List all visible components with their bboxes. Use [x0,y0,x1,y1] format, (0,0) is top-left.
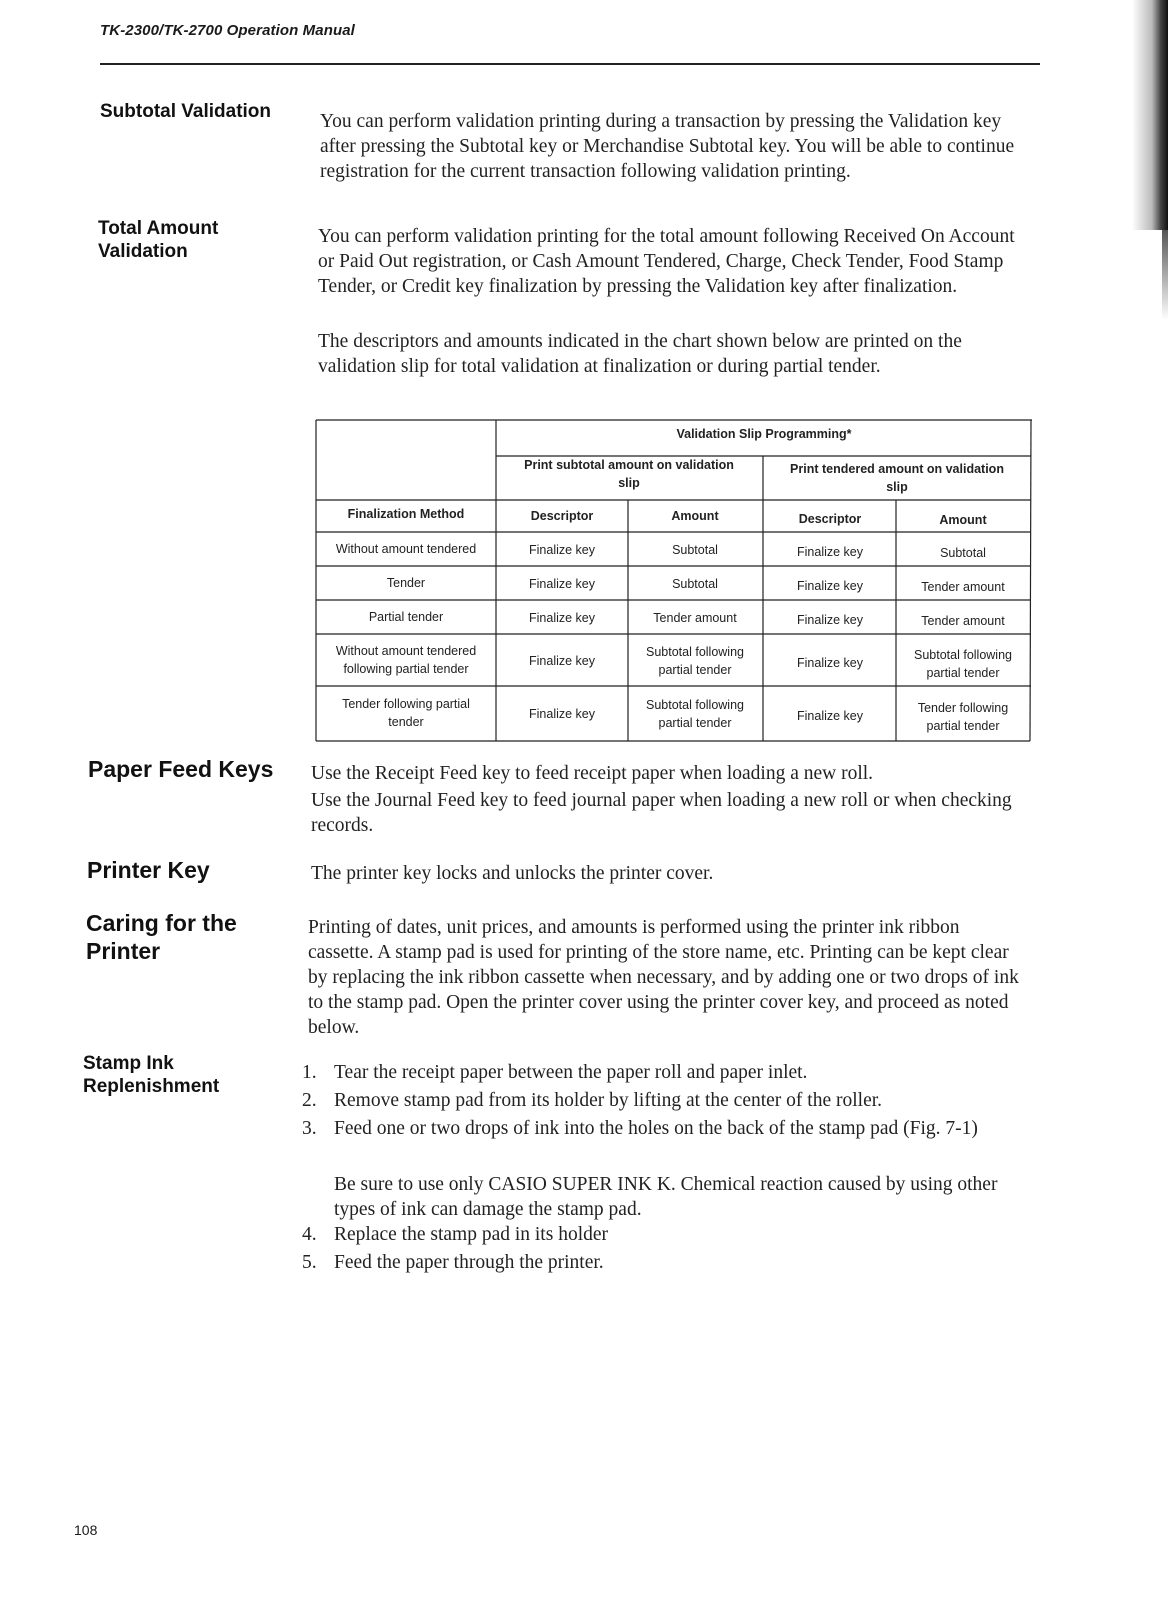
header-title: TK-2300/TK-2700 Operation Manual [100,22,355,39]
chart-column-header: Descriptor [798,512,862,526]
step-text: Feed the paper through the printer. [334,1252,604,1273]
chart-intro-text: The descriptors and amounts indicated in the chart shown below are printed on the validation slip for total validation at finalization or during partial tender. [318,331,962,377]
chart-cell-descriptor: Finalize key [529,577,595,591]
heading-line: Total Amount [98,218,219,239]
heading-line: Caring for the [86,910,237,936]
chart-cell-descriptor: Finalize key [797,579,863,593]
chart-cell-amount: Tender amount [921,614,1005,628]
chart-cell-descriptor: Finalize key [529,654,595,668]
subtotal-validation-heading: Subtotal Validation [100,101,272,122]
chart-group-header: slip [886,480,908,494]
chart-title: Validation Slip Programming* [676,427,852,441]
page-number: 108 [74,1522,98,1538]
chart-cell-descriptor: Finalize key [529,543,595,557]
paper-feed-keys-heading: Paper Feed Keys [88,756,274,782]
stamp-ink-heading [83,1053,219,1099]
chart-cell-method: Without amount tendered [335,644,477,658]
chart-cell-amount: Subtotal [672,543,718,557]
chart-column-header: Descriptor [530,509,594,523]
heading-line: Printer [86,937,161,964]
step-number: 4. [302,1224,317,1245]
step-number: 1. [302,1062,317,1083]
chart-cell-amount: partial tender [926,666,1000,680]
chart-cell-descriptor: Finalize key [529,707,595,721]
step-text: Be sure to use only CASIO SUPER INK K. Chemical reaction caused by using other types of ink can damage the stamp pad. [334,1174,998,1220]
step-number: 3. [302,1118,317,1139]
validation-slip-chart [0,0,1168,760]
chart-cell-amount: Tender amount [653,611,737,625]
step-text: Remove stamp pad from its holder by lifting at the center of the roller. [334,1090,883,1111]
chart-cell-amount: Tender amount [921,580,1005,594]
step-text: Tear the receipt paper between the paper roll and paper inlet. [334,1062,808,1083]
chart-cell-descriptor: Finalize key [797,613,863,627]
chart-border-right [1030,420,1031,741]
chart-cell-method: tender [388,715,424,729]
chart-cell-amount: partial tender [658,716,732,730]
step-text: Feed one or two drops of ink into the holes on the back of the stamp pad (Fig. 7-1) [334,1118,978,1139]
paper-feed-text-2: Use the Journal Feed key to feed journal paper when loading a new roll or when checking records. [311,790,1012,836]
chart-group-header: slip [618,476,640,490]
heading-line: Stamp Ink [83,1053,174,1074]
chart-cell-descriptor: Finalize key [797,545,863,559]
caring-heading [86,910,237,965]
paper-feed-text-1: Use the Receipt Feed key to feed receipt paper when loading a new roll. [311,763,874,784]
chart-cell-descriptor: Finalize key [797,656,863,670]
chart-cell-amount: Subtotal following [646,698,744,712]
chart-cell-amount: partial tender [658,663,732,677]
chart-column-header: Finalization Method [347,507,465,521]
chart-cell-descriptor: Finalize key [529,611,595,625]
chart-cell-amount: partial tender [926,719,1000,733]
subtotal-validation-text: You can perform validation printing during a transaction by pressing the Validation key after pressing the Subtotal key or Merchandise Subtotal key. You will be able to continue registration for the current transaction following validation printing. [320,111,1015,182]
chart-column-header: Amount [671,509,719,523]
step-text: Replace the stamp pad in its holder [334,1224,609,1245]
chart-column-header: Amount [939,513,987,527]
step-number: 2. [302,1090,317,1111]
step-number: 5. [302,1252,317,1273]
printer-key-heading: Printer Key [87,857,210,883]
heading-line: Replenishment [83,1075,220,1097]
chart-cell-amount: Subtotal [940,546,986,560]
chart-cell-method: following partial tender [343,662,469,676]
heading-line: Validation [98,240,188,262]
chart-cell-method: Without amount tendered [335,542,477,556]
chart-cell-descriptor: Finalize key [797,709,863,723]
caring-text: Printing of dates, unit prices, and amounts is performed using the printer ink ribbon cassette. A stamp pad is used for printing of the store name, etc. Printing can be kept clear by replacing the ink ribbon cassette when necessary, and by adding one or two drops of ink to the stamp pad. Open the printer cover using the printer cover key, and proceed as noted below. [308,917,1019,1038]
chart-cell-method: Partial tender [368,610,444,624]
chart-cell-amount: Tender following [917,701,1009,715]
chart-group-header: Print tendered amount on validation [790,462,1004,476]
chart-cell-amount: Subtotal following [914,648,1012,662]
chart-cell-method: Tender following partial [342,697,470,711]
printer-key-text: The printer key locks and unlocks the printer cover. [311,863,714,884]
total-amount-validation-text: You can perform validation printing for the total amount following Received On Account or Paid Out registration, or Cash Amount Tendered, Charge, Check Tender, Food Stamp Tender, or Credit key finalization by pressing the Validation key after finalization. [318,226,1015,297]
chart-group-header: Print subtotal amount on validation [524,458,734,472]
chart-cell-amount: Subtotal [672,577,718,591]
chart-cell-amount: Subtotal following [646,645,744,659]
chart-cell-method: Tender [386,576,426,590]
